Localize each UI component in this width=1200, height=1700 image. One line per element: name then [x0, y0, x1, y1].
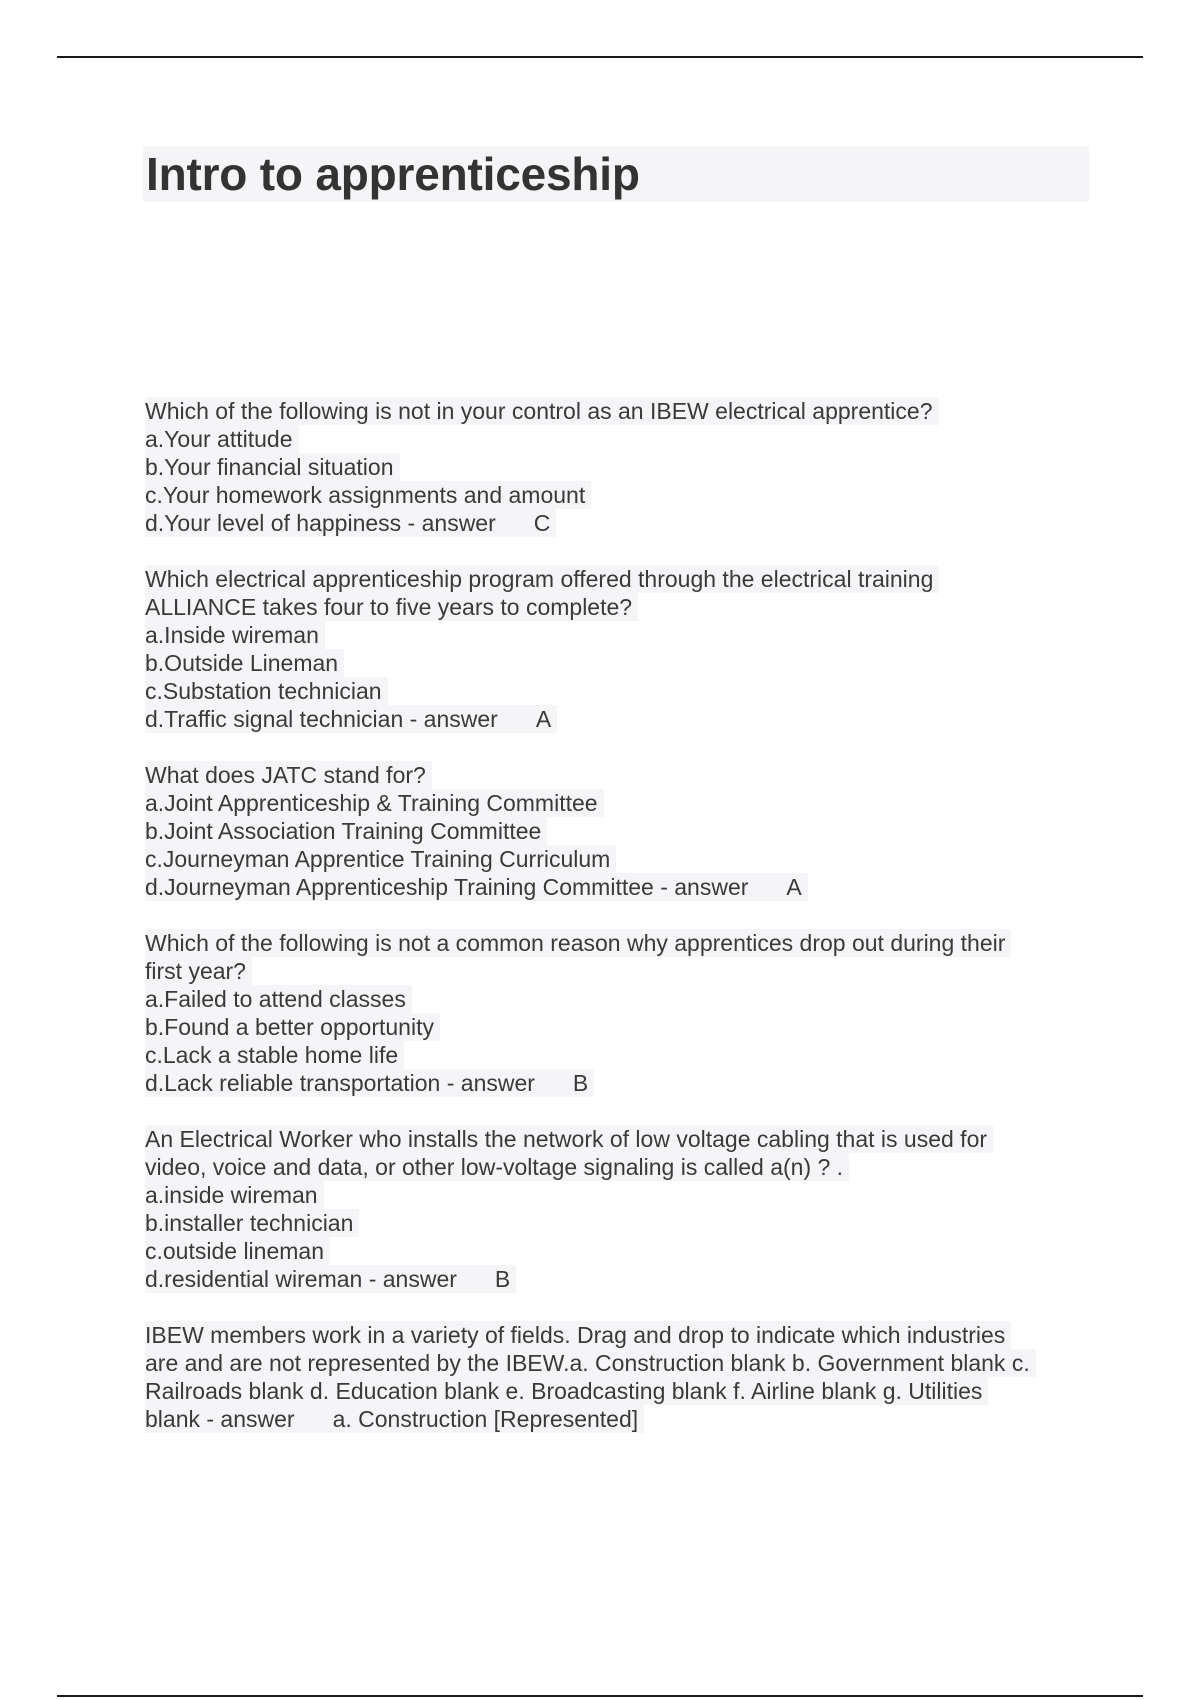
- option-d: d.Journeyman Apprenticeship Training Committee - answer: [145, 874, 749, 900]
- question-6: [145, 1321, 1105, 1433]
- option-c: c.Lack a stable home life: [145, 1041, 404, 1069]
- question-text: Which of the following is not in your control as an IBEW electrical apprentice?: [145, 397, 939, 425]
- question-text-continued: ALLIANCE takes four to five years to complete?: [145, 593, 638, 621]
- option-d: d.residential wireman - answer: [145, 1266, 457, 1292]
- answer-value: A: [535, 706, 552, 732]
- bottom-rule: [57, 1695, 1143, 1697]
- option-b: b.installer technician: [145, 1209, 359, 1237]
- option-a: a.Failed to attend classes: [145, 985, 412, 1013]
- question-3: [145, 761, 1105, 901]
- question-text-continued: Railroads blank d. Education blank e. Broadcasting blank f. Airline blank g. Utilities: [145, 1377, 988, 1405]
- question-list: [145, 397, 1105, 1461]
- question-text-end: blank - answer: [145, 1406, 295, 1432]
- question-text: What does JATC stand for?: [145, 761, 432, 789]
- question-1: [145, 397, 1105, 537]
- question-5: [145, 1125, 1105, 1293]
- option-b: b.Joint Association Training Committee: [145, 817, 547, 845]
- option-c: c.Your homework assignments and amount: [145, 481, 591, 509]
- option-c: c.Substation technician: [145, 677, 388, 705]
- option-a: a.Your attitude: [145, 425, 299, 453]
- option-c: c.Journeyman Apprentice Training Curriculum: [145, 845, 616, 873]
- document-title: Intro to apprenticeship: [146, 148, 640, 200]
- question-text: IBEW members work in a variety of fields. Drag and drop to indicate which industries: [145, 1321, 1011, 1349]
- question-2: [145, 565, 1105, 733]
- option-d: d.Your level of happiness - answer: [145, 510, 496, 536]
- answer-value: B: [572, 1070, 589, 1096]
- answer-value: B: [494, 1266, 511, 1292]
- answer-value: C: [533, 510, 551, 536]
- top-rule: [57, 56, 1143, 58]
- option-d-with-answer: [145, 705, 557, 733]
- option-a: a.Inside wireman: [145, 621, 325, 649]
- option-b: b.Your financial situation: [145, 453, 400, 481]
- question-text: Which of the following is not a common reason why apprentices drop out during their: [145, 929, 1011, 957]
- option-b: b.Outside Lineman: [145, 649, 344, 677]
- option-a: a.Joint Apprenticeship & Training Committee: [145, 789, 604, 817]
- option-b: b.Found a better opportunity: [145, 1013, 440, 1041]
- option-d: d.Lack reliable transportation - answer: [145, 1070, 535, 1096]
- option-a: a.inside wireman: [145, 1181, 324, 1209]
- option-d-with-answer: [145, 1069, 594, 1097]
- question-4: [145, 929, 1105, 1097]
- option-d-with-answer: [145, 873, 808, 901]
- option-d-with-answer: [145, 1265, 516, 1293]
- question-text-continued: video, voice and data, or other low-voltage signaling is called a(n) ? .: [145, 1153, 849, 1181]
- question-text: An Electrical Worker who installs the network of low voltage cabling that is used for: [145, 1125, 993, 1153]
- option-c: c.outside lineman: [145, 1237, 330, 1265]
- answer-line: [145, 1405, 644, 1433]
- option-d-with-answer: [145, 509, 556, 537]
- option-d: d.Traffic signal technician - answer: [145, 706, 498, 732]
- question-text-continued: are and are not represented by the IBEW.a. Construction blank b. Government blank c.: [145, 1349, 1036, 1377]
- answer-value: a. Construction [Represented]: [332, 1406, 639, 1432]
- answer-value: A: [786, 874, 802, 900]
- question-text-continued: first year?: [145, 957, 252, 985]
- question-text: Which electrical apprenticeship program offered through the electrical training: [145, 565, 939, 593]
